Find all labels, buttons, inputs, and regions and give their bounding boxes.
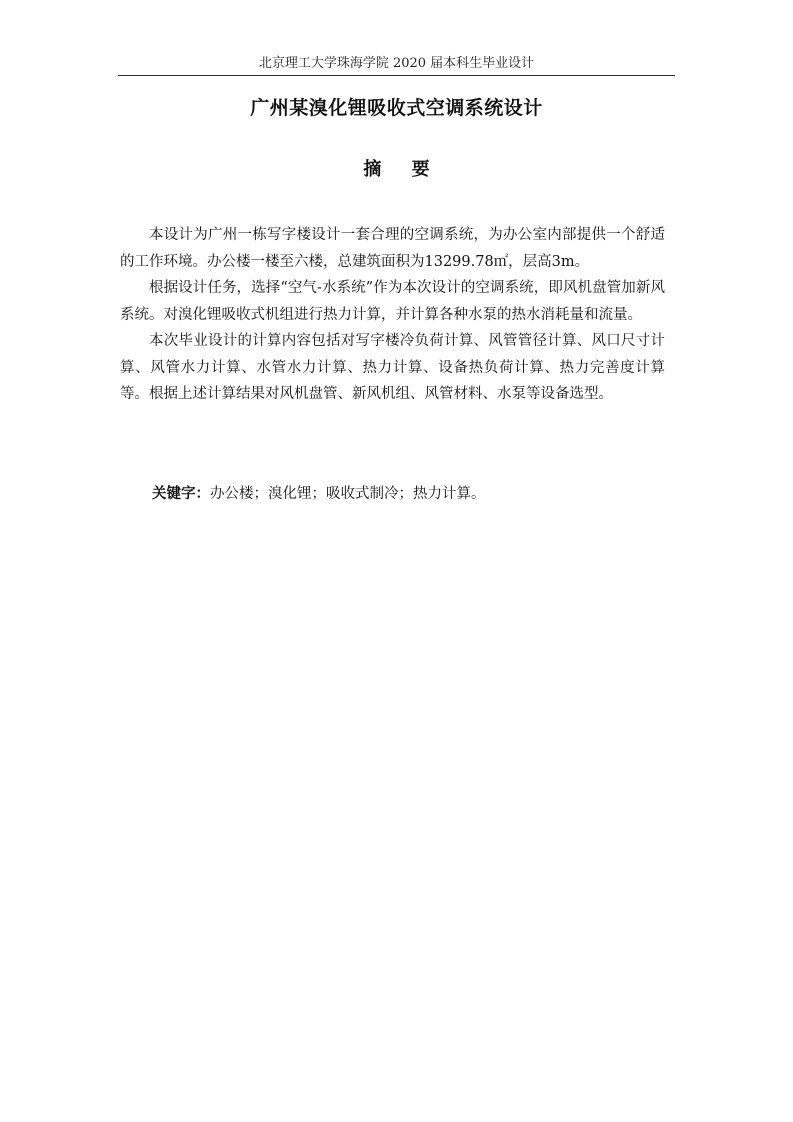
abstract-heading-char-2: 要 xyxy=(411,159,430,180)
abstract-heading xyxy=(118,158,675,182)
keywords-line xyxy=(152,481,672,507)
keywords-label: 关键字： xyxy=(152,486,210,502)
abstract-paragraph: 本设计为广州一栋写字楼设计一套合理的空调系统，为办公室内部提供一个舒适的工作环境。办公楼一楼至六楼，总建筑面积为13299.78㎡，层高3m。 xyxy=(120,227,665,270)
page-header: 北京理工大学珠海学院 2020 届本科生毕业设计 xyxy=(258,56,535,71)
document-title: 广州某溴化锂吸收式空调系统设计 xyxy=(250,97,543,119)
keywords-text: 办公楼；溴化锂；吸收式制冷；热力计算。 xyxy=(210,486,486,502)
abstract-paragraph: 本次毕业设计的计算内容包括对写字楼冷负荷计算、风管管径计算、风口尺寸计算、风管水力计算、水管水力计算、热力计算、设备热负荷计算、热力完善度计算等。根据上述计算结果对风机盘管、新风机组、风管材料、水泵等设备选型。 xyxy=(120,333,665,402)
header-divider xyxy=(118,75,675,76)
abstract-body xyxy=(120,222,665,408)
abstract-heading-char-1: 摘 xyxy=(363,159,382,180)
abstract-paragraph: 根据设计任务，选择“空气-水系统”作为本次设计的空调系统，即风机盘管加新风系统。对溴化锂吸收式机组进行热力计算，并计算各种水泵的热水消耗量和流量。 xyxy=(120,280,665,323)
